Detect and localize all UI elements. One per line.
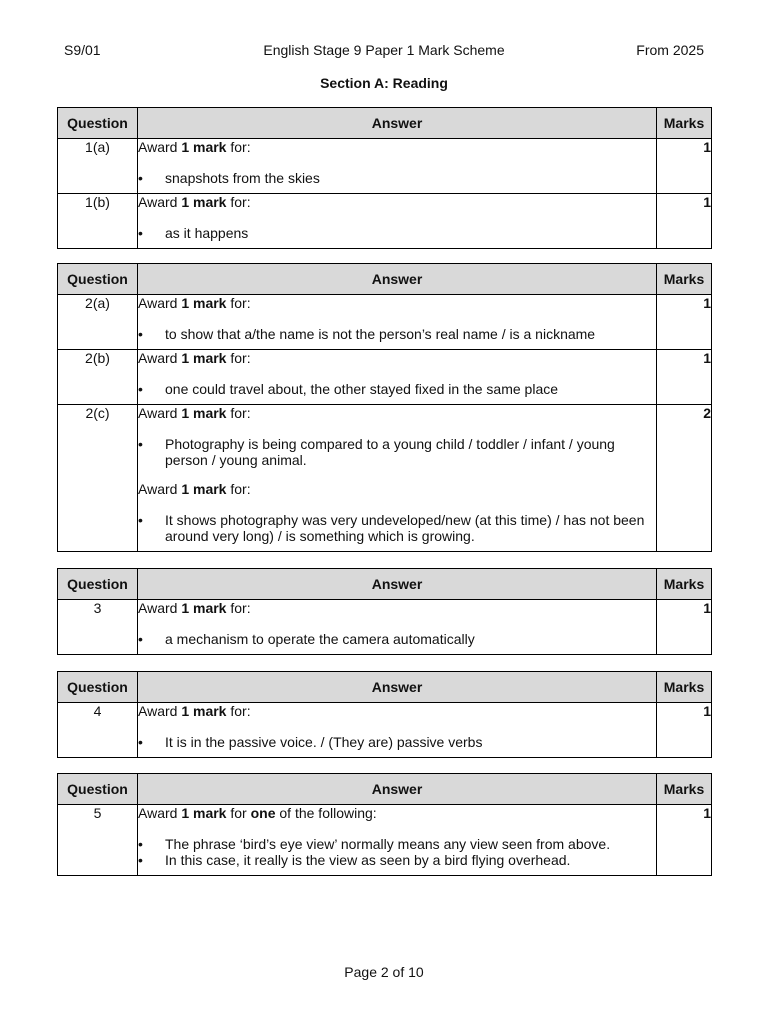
award-line: Award 1 mark for: [138,405,251,421]
answer-cell [138,139,657,194]
table-row [58,405,712,552]
answer-header: Answer [138,108,657,139]
answer-header: Answer [138,774,657,805]
page-header [64,42,704,60]
answer-bullet: • In this case, it really is the view as seen by a bird flying overhead. [138,852,571,868]
page-number: Page 2 of 10 [344,964,424,980]
answer-cell [138,194,657,249]
marks-value: 1 [657,805,712,876]
question-number: 5 [58,805,138,876]
answer-bullet: • The phrase ‘bird’s eye view’ normally means any view seen from above. [138,836,611,852]
answer-header: Answer [138,569,657,600]
answer-bullet: • to show that a/the name is not the person’s real name / is a nickname [138,326,596,342]
answer-header: Answer [138,672,657,703]
question-number: 4 [58,703,138,758]
question-header: Question [58,264,138,295]
question-number: 1(b) [58,194,138,249]
table-header-row [58,774,712,805]
answer-bullet: • as it happens [138,225,249,241]
answer-bullet: • It shows photography was very undeveloped/new (at this time) / has not been around very long) / is something which is growing. [138,512,645,544]
answer-bullet: • It is in the passive voice. / (They are) passive verbs [138,734,483,750]
table-row [58,295,712,350]
answer-bullet: • snapshots from the skies [138,170,320,186]
answer-header: Answer [138,264,657,295]
marks-value: 1 [657,703,712,758]
marks-value: 1 [657,295,712,350]
document-title: English Stage 9 Paper 1 Mark Scheme [263,42,505,58]
question-number: 2(c) [58,405,138,552]
marks-header: Marks [657,774,712,805]
award-line: Award 1 mark for: [138,600,251,616]
question-number: 2(b) [58,350,138,405]
answer-bullet: • a mechanism to operate the camera automatically [138,631,475,647]
marks-header: Marks [657,569,712,600]
mark-table-q5 [57,773,712,876]
award-line: Award 1 mark for: [138,139,251,155]
marks-value: 1 [657,194,712,249]
award-line: Award 1 mark for: [138,481,251,497]
answer-bullet: • Photography is being compared to a young child / toddler / infant / young person / young animal. [138,436,615,468]
answer-cell [138,350,657,405]
table-header-row [58,569,712,600]
paper-code: S9/01 [64,42,101,58]
answer-cell [138,295,657,350]
table-header-row [58,264,712,295]
question-number: 2(a) [58,295,138,350]
marks-value: 1 [657,600,712,655]
marks-value: 1 [657,139,712,194]
question-header: Question [58,774,138,805]
question-header: Question [58,672,138,703]
question-number: 3 [58,600,138,655]
table-header-row [58,108,712,139]
table-row [58,805,712,876]
award-line: Award 1 mark for one of the following: [138,805,377,821]
award-line: Award 1 mark for: [138,295,251,311]
mark-table-q2 [57,263,712,552]
question-number: 1(a) [58,139,138,194]
question-header: Question [58,108,138,139]
table-row [58,703,712,758]
mark-table-q3 [57,568,712,655]
answer-bullet: • one could travel about, the other stayed fixed in the same place [138,381,559,397]
table-row [58,139,712,194]
valid-from: From 2025 [636,42,704,58]
marks-value: 1 [657,350,712,405]
table-row [58,600,712,655]
mark-table-q1 [57,107,712,249]
table-row [58,350,712,405]
award-line: Award 1 mark for: [138,703,251,719]
marks-header: Marks [657,672,712,703]
marks-header: Marks [657,108,712,139]
question-header: Question [58,569,138,600]
answer-cell [138,703,657,758]
section-title: Section A: Reading [320,75,448,91]
table-header-row [58,672,712,703]
mark-table-q4 [57,671,712,758]
answer-cell [138,805,657,876]
award-line: Award 1 mark for: [138,194,251,210]
award-line: Award 1 mark for: [138,350,251,366]
marks-value: 2 [657,405,712,552]
answer-cell [138,405,657,552]
table-row [58,194,712,249]
answer-cell [138,600,657,655]
marks-header: Marks [657,264,712,295]
